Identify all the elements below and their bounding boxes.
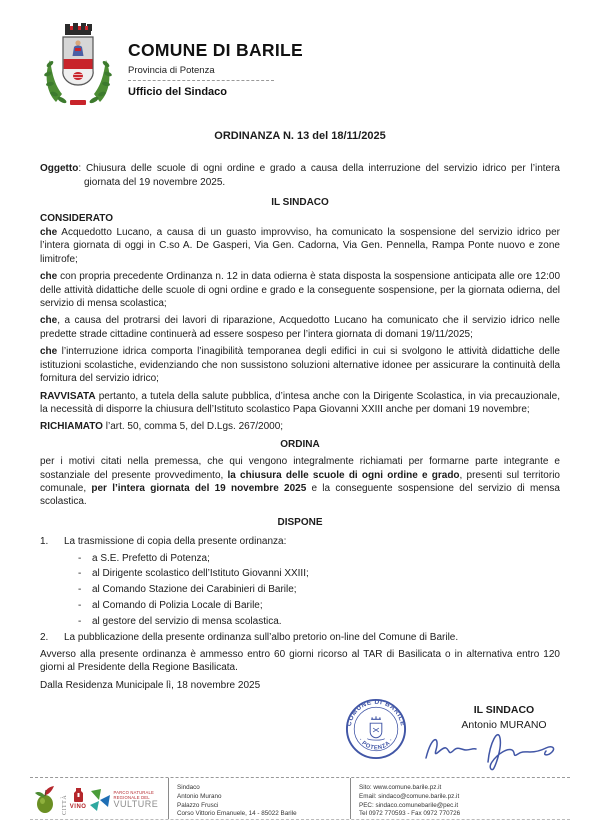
header-divider [128,80,274,81]
footer-address-line: Sindaco [177,784,200,791]
stamp-top-text: COMUNE DI BARILE [345,698,407,727]
list-item-text: La trasmissione di copia della presente ordinanza: [64,536,287,548]
footer-contact-line: Sito: www.comune.barile.pz.it [359,784,442,791]
province-line: Provincia di Potenza [128,65,215,76]
list-marker: - [78,568,82,580]
place-date-line: Dalla Residenza Municipale lì, 18 novembre 2025 [40,679,261,691]
list-subitem-text: a S.E. Prefetto di Potenza; [92,552,210,564]
ordinance-title: ORDINANZA N. 13 del 18/11/2025 [214,130,386,142]
list-item [40,535,560,548]
signatory-name: Antonio MURANO [461,719,547,731]
parco-name: VULTURE [113,799,159,809]
signatory-role: IL SINDACO [473,704,535,716]
list-marker: - [78,584,82,596]
premise-paragraph: che Acquedotto Lucano, a causa di un guasto improvviso, ha comunicato la sospensione del servizio idrico per l’intera giornata di oggi in C.so A. De Gasperi, Via Gen. Cadorna, Via Gen. Pennella, Rampa Ponte nuovo e zone limitrofe; [40,227,560,265]
page-footer [30,777,570,820]
list-subitem-text: al Comando di Polizia Locale di Barile; [92,599,263,611]
parco-line2: REGIONALE DEL [113,795,150,800]
heading-dispone: DISPONE [277,516,323,528]
heading-considerato: CONSIDERATO [40,212,113,224]
parco-vulture-logo [89,787,158,813]
appeal-paragraph: Avverso alla presente ordinanza è ammesso entro 60 giorni ricorso al TAR di Basilicata o in alternativa entro 120 giorni al Presidente della Regione Basilicata. [40,648,560,674]
list-subitem-text: al Comando Stazione dei Carabinieri di Barile; [92,584,297,596]
list-marker: 2. [40,631,49,643]
citta-del-vino-logo [61,785,86,815]
olive-oil-city-logo-icon [34,784,58,816]
list-subitem-text: al gestore del servizio di mensa scolastica. [92,615,282,627]
parco-line1: PARCO NATURALE [113,790,155,795]
list-subitem [40,599,560,612]
premise-paragraph: RICHIAMATO l’art. 50, comma 5, del D.Lgs. 267/2000; [40,421,284,433]
vino-label: VINO [69,804,87,811]
list-subitem [40,583,560,596]
list-item-text: La pubblicazione della presente ordinanza sull’albo pretorio on-line del Comune di Barile. [64,631,459,643]
ordinance-body [40,130,560,692]
list-subitem [40,615,560,628]
municipal-stamp-icon [345,698,407,760]
heading-ordina: ORDINA [280,438,320,450]
park-butterfly-icon [89,787,111,813]
letterhead [42,14,303,112]
list-marker: 1. [40,536,49,548]
premise-paragraph: che, a causa del protrarsi dei lavori di riparazione, Acquedotto Lucano ha comunicato che il servizio idrico nelle predette strade cittadine continuerà ad essere sospeso per l’intera giornata di domani 19/11/2025; [40,315,560,340]
municipality-name: COMUNE DI BARILE [128,40,303,60]
citta-label: CITTÀ [62,794,68,815]
premise-paragraph: RAVVISATA pertanto, a tutela della salute pubblica, d’intesa anche con la Dirigente Scolastica, in via precauzionale, la necessità di disporre la chiusura dell’Istituto scolastico Papa Giovanni XXIII anche per domani 19 novembre; [40,390,560,415]
handwritten-signature-icon [418,724,563,772]
office-name: Ufficio del Sindaco [128,86,228,98]
footer-address-line: Palazzo Frusci [177,801,219,809]
wine-jug-icon [72,787,85,803]
footer-address-line: Corso Vittorio Emanuele, 14 - 85022 Barile [177,810,297,818]
premise-paragraph: che l’interruzione idrica comporta l’inagibilità temporanea degli edifici in cui si svolgono le attività didattiche delle istituzioni scolastiche, evidenziando che non sussistono soluzioni alternative idonee per assicurare la continuità della fornitura del servizio idrico; [40,346,560,385]
ordina-paragraph: per i motivi citati nella premessa, che qui vengono integralmente richiamati per formarne parte integrante e sostanziale del presente provvedimento, la chiusura delle scuole di ogni ordine e grado, presenti sul territorio comunale, per l’intera giornata del 19 novembre 2025 e la conseguente sospensione del servizio di mensa scolastica. [40,456,560,508]
list-marker: - [78,599,82,611]
list-subitem [40,552,560,565]
subject-paragraph: Oggetto: Chiusura delle scuole di ogni ordine e grado a causa della interruzione del servizio idrico per l’intera giornata del 19 novembre 2025. [40,163,560,188]
footer-contact-line: Email: sindaco@comune.barile.pz.it [359,792,460,800]
footer-contacts-column [350,778,570,819]
list-subitem [40,567,560,580]
stamp-bottom-text: · POTENZA · [357,737,395,752]
letterhead-text [128,14,303,112]
footer-contact-line: PEC: sindaco.comunebarile@pec.it [359,801,459,809]
list-marker: - [78,615,82,627]
coat-of-arms-icon [42,14,114,112]
list-subitem-text: al Dirigente scolastico dell’Istituto Giovanni XXIII; [92,568,309,580]
heading-il-sindaco: IL SINDACO [271,197,329,209]
footer-address-column [168,778,350,819]
list-item [40,631,560,644]
footer-contact-line: Tel 0972 770593 - Fax 0972 770726 [359,810,461,818]
footer-address-line: Antonio Murano [177,792,222,800]
list-marker: - [78,552,82,564]
svg-text:· POTENZA · [357,737,395,751]
footer-logos [30,778,168,819]
premise-paragraph: che con propria precedente Ordinanza n. 12 in data odierna è stata disposta la sospensione anticipata alle ore 12:00 delle attività didattiche delle scuole di ogni ordine e grado e la conseguente sospensione, per la giornata odierna, del servizio di mensa scolastica; [40,271,560,310]
